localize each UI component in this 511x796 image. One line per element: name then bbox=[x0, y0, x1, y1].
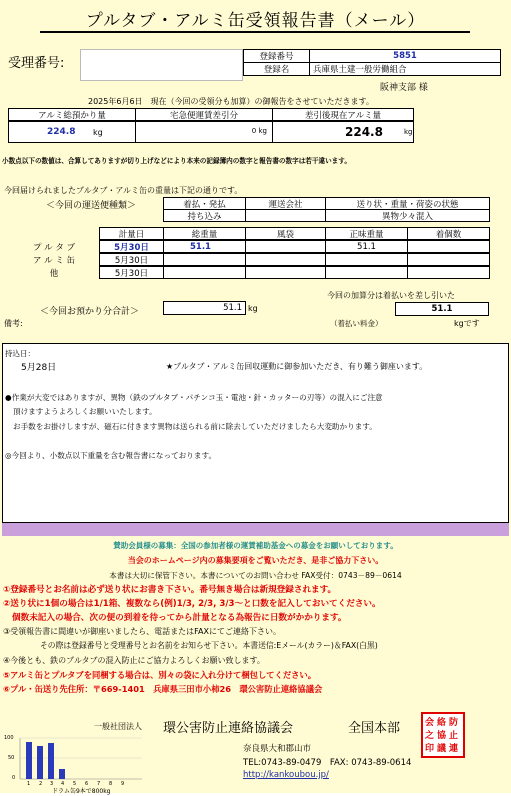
row-date: 5月30日 bbox=[99, 240, 164, 253]
addition-note: 今回の加算分は着払いを差し引いた bbox=[327, 291, 455, 300]
svg-text:会: 会 bbox=[425, 718, 435, 728]
reg-no-value: 5851 bbox=[309, 49, 501, 63]
drum-chart-svg bbox=[2, 734, 152, 792]
corp-prefix: 一般社団法人 bbox=[94, 722, 142, 731]
svg-text:印: 印 bbox=[425, 744, 435, 754]
org-seal-stamp bbox=[421, 712, 465, 758]
chart-x: 8 bbox=[109, 781, 113, 787]
cod-label: （着払い料金） bbox=[330, 319, 383, 328]
chart-x: 5 bbox=[73, 781, 77, 787]
summary-header-shipping: 宅急便運賃差引分 bbox=[135, 108, 273, 121]
state-value: 異物少々混入 bbox=[325, 209, 490, 222]
chart-tick: 50 bbox=[8, 755, 15, 761]
chart-x: 6 bbox=[85, 781, 89, 787]
chart-x: 2 bbox=[39, 781, 43, 787]
row-total: 51.1 bbox=[163, 240, 246, 253]
summary-current-cell bbox=[272, 121, 414, 143]
summary-header-total: アルミ総預かり量 bbox=[8, 108, 136, 121]
svg-text:連: 連 bbox=[449, 744, 459, 754]
row-label: ア ル ミ 缶 bbox=[32, 255, 76, 266]
svg-text:協: 協 bbox=[437, 731, 447, 741]
summary-shipping-unit: kg bbox=[258, 127, 267, 135]
chart-tick: 0 bbox=[12, 775, 16, 781]
carrier-value bbox=[245, 209, 326, 222]
carrier-header: 運送会社 bbox=[245, 197, 326, 210]
reg-no-label: 登録番号 bbox=[243, 49, 310, 63]
summary-header-current: 差引後現在アルミ量 bbox=[272, 108, 414, 121]
notice-3: ③受領報告書に間違いが御座いましたら、電話またはFAXにてご連絡下さい。 bbox=[3, 627, 281, 636]
memo-thanks: ★プルタブ・アルミ缶回収運動に御参加いただき、有り難う御座います。 bbox=[166, 362, 428, 371]
memo-p1b: 頂けますようよろしくお願いいたします。 bbox=[13, 407, 157, 416]
row-label: プ ル タ ブ bbox=[32, 242, 76, 253]
subtotal-value: 51.1 bbox=[163, 301, 246, 315]
summary-current-unit: kg bbox=[404, 128, 413, 136]
pay-value: 持ち込み bbox=[163, 209, 246, 222]
row-total bbox=[163, 253, 246, 266]
reg-name-label: 登録名 bbox=[243, 62, 310, 76]
state-header: 送り状・重量・荷姿の状態 bbox=[325, 197, 490, 210]
memo-box bbox=[2, 343, 509, 523]
receipt-number-field[interactable] bbox=[80, 49, 243, 81]
chart-x: 9 bbox=[121, 781, 125, 787]
row-label: 他 bbox=[49, 268, 59, 279]
weight-intro: 今回届けられましたプルタブ・アルミ缶の重量は下記の通りです。 bbox=[4, 186, 243, 195]
bag-header: 風袋 bbox=[245, 227, 326, 240]
summary-total-cell bbox=[8, 121, 136, 143]
org-name: 環公害防止連絡協議会 bbox=[163, 721, 294, 736]
chart-caption: ドラム缶9本で800kg bbox=[52, 788, 111, 795]
chart-x: 7 bbox=[97, 781, 101, 787]
row-count bbox=[407, 266, 490, 279]
row-total bbox=[163, 266, 246, 279]
svg-text:防: 防 bbox=[449, 718, 459, 728]
receipt-number-label: 受理番号: bbox=[8, 56, 65, 71]
recruit-line-2: 当会のホームページ内の募集要項をご覧いただき、是非ご協力下さい。 bbox=[127, 556, 384, 565]
row-date: 5月30日 bbox=[99, 253, 164, 266]
chart-bar bbox=[59, 769, 65, 779]
purple-band bbox=[2, 523, 509, 536]
svg-text:之: 之 bbox=[425, 731, 435, 741]
notice-2b: 個数未記入の場合、次の便の到着を待ってから計量となる為報告に日数がかかります。 bbox=[12, 613, 347, 623]
chart-bar bbox=[37, 746, 43, 779]
chart-x: 4 bbox=[61, 781, 65, 787]
memo-label: 持込日： bbox=[5, 349, 35, 358]
notice-2: ②送り状に1個の場合は1/1箱、複数なら(例)1/3, 2/3, 3/3～と口数を記入しておいてください。 bbox=[3, 599, 381, 609]
notice-1: ①登録番号とお名前は必ず送り状にお書き下さい。番号無き場合は新規登録されます。 bbox=[3, 585, 337, 595]
memo-date: 5月28日 bbox=[21, 363, 57, 373]
transport-method-label: ＜今回の運送便種類＞ bbox=[46, 201, 137, 211]
addition-value: 51.1 bbox=[395, 302, 489, 316]
row-bag bbox=[245, 240, 326, 253]
chart-x: 1 bbox=[27, 781, 31, 787]
branch-name: 阪神支部 様 bbox=[380, 83, 428, 93]
keep-note: 本書は大切に保管下さい。本書についてのお問い合わせ FAX受付：0743－89－0614 bbox=[109, 571, 402, 580]
page-title: プルタブ・アルミ缶受領報告書（メール） bbox=[85, 11, 426, 31]
notice-5: ⑤アルミ缶とプルタブを同梱する場合は、別々の袋に入れ分けて梱包してください。 bbox=[3, 670, 317, 680]
chart-tick: 100 bbox=[4, 735, 14, 741]
total-header: 総重量 bbox=[163, 227, 246, 240]
summary-total-value: 224.8 bbox=[47, 127, 76, 137]
chart-x: 3 bbox=[50, 781, 54, 787]
memo-p1a: ●作業が大変ではありますが、異物（鉄のプルタブ・パチンコ玉・電池・針・カッターの刃等）の混入にご注意 bbox=[5, 393, 383, 402]
svg-text:議: 議 bbox=[437, 744, 447, 754]
notice-4: ④今後とも、鉄のプルタブの混入防止にご協力よろしくお願い致します。 bbox=[3, 656, 265, 665]
svg-text:止: 止 bbox=[449, 731, 459, 741]
row-bag bbox=[245, 253, 326, 266]
net-header: 正味重量 bbox=[325, 227, 408, 240]
memo-p1c: お手数をお掛けしますが、磁石に付きます異物は送られる前に除去していただけましたら大変助かります。 bbox=[13, 422, 377, 431]
notice-3b: その際は登録番号と受理番号とお名前をお知らせ下さい。本書送信:Eメール(カラー)＆FAX(白黒) bbox=[40, 641, 378, 650]
recruit-line-1: 賛助会員様の募集：全国の参加者様の運賃補助基金への募金をお願いしております。 bbox=[113, 541, 398, 550]
row-date: 5月30日 bbox=[99, 266, 164, 279]
row-count bbox=[407, 253, 490, 266]
notice-6: ⑥プル・缶送り先住所：〒669-1401 兵庫県三田市小柿26 環公害防止連絡協議会 bbox=[3, 684, 323, 694]
addition-unit: kgです bbox=[454, 319, 480, 328]
row-net: 51.1 bbox=[325, 240, 408, 253]
count-header: 着個数 bbox=[407, 227, 490, 240]
org-address: 奈良県大和郡山市 bbox=[243, 744, 312, 754]
pay-header: 着払・発払 bbox=[163, 197, 246, 210]
org-url[interactable]: http://kankoubou.jp/ bbox=[243, 770, 329, 780]
title-underline bbox=[40, 31, 470, 33]
decimal-note: 小数点以下の数値は、合算してありますが切り上げなどにより本来の記録簿内の数字と報告書の数字は若干違います。 bbox=[2, 157, 351, 165]
summary-shipping-value: 0 bbox=[251, 127, 257, 135]
remarks-label: 備考: bbox=[4, 319, 23, 328]
chart-bar bbox=[48, 743, 54, 779]
subtotal-label: ＜今回お預かり分合計＞ bbox=[40, 307, 140, 317]
row-bag bbox=[245, 266, 326, 279]
svg-text:絡: 絡 bbox=[437, 718, 447, 728]
summary-current-value: 224.8 bbox=[345, 125, 383, 139]
org-tel-fax: TEL:0743-89-0479 FAX: 0743-89-0614 bbox=[243, 758, 412, 768]
memo-p2: ◎今回より、小数点以下重量を含む報告書になっております。 bbox=[5, 451, 217, 460]
row-count bbox=[407, 240, 490, 253]
row-net bbox=[325, 266, 408, 279]
org-hq: 全国本部 bbox=[348, 721, 401, 736]
date-line: 2025年6月6日 現在（今回の受領分も加算）の御報告をさせていただきます。 bbox=[88, 97, 374, 106]
summary-total-unit: kg bbox=[93, 128, 103, 137]
seal-glyphs bbox=[423, 714, 463, 756]
summary-shipping-value-wrap bbox=[171, 127, 267, 135]
drum-chart bbox=[2, 734, 152, 795]
subtotal-unit: kg bbox=[248, 304, 258, 313]
row-net bbox=[325, 253, 408, 266]
date-header: 計量日 bbox=[99, 227, 164, 240]
reg-name-value: 兵庫県土建一般労働組合 bbox=[309, 62, 501, 76]
chart-bar bbox=[26, 742, 32, 779]
